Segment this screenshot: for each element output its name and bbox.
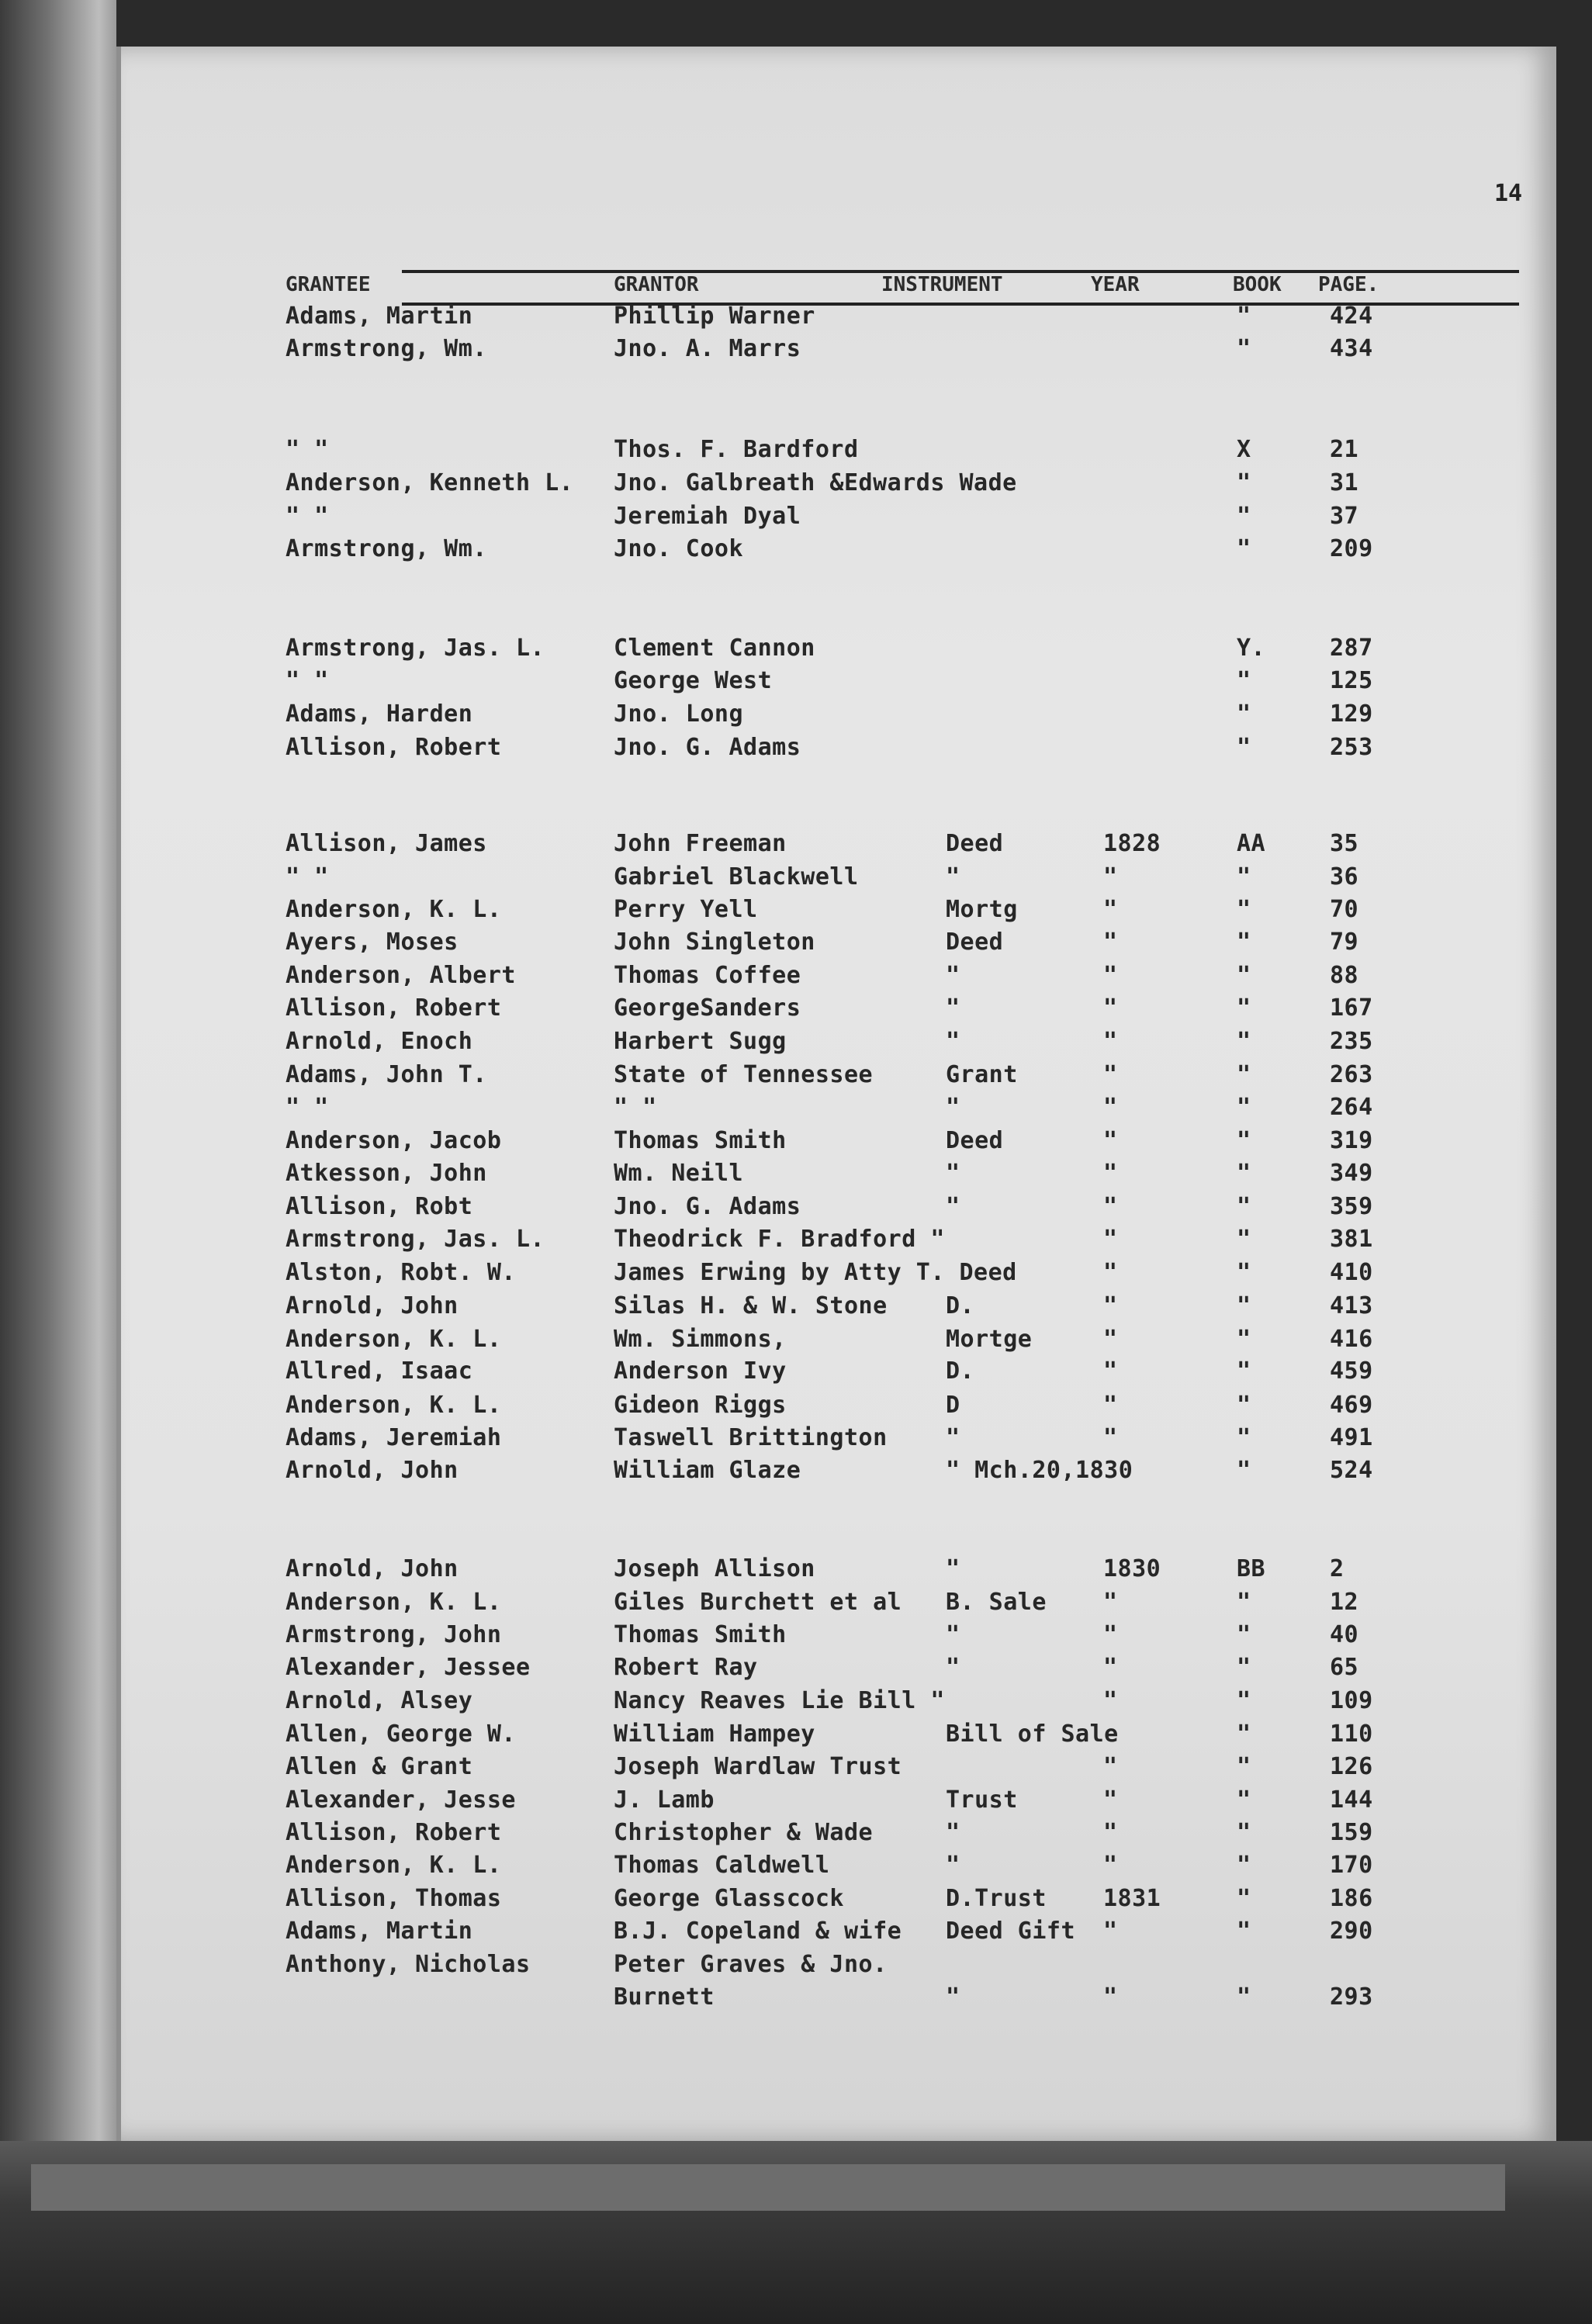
cell-grantee: Allen, George W. (286, 1721, 516, 1748)
cell-year: " (1103, 1753, 1118, 1780)
cell-year: " (1103, 1127, 1118, 1154)
cell-instrument: Deed (946, 1127, 1004, 1154)
cell-grantor: Anderson Ivy (614, 1357, 787, 1385)
cell-grantee: " " (286, 436, 329, 463)
cell-page: 109 (1330, 1687, 1373, 1714)
cell-grantee: Alexander, Jesse (286, 1786, 516, 1814)
cell-book: " (1237, 1983, 1251, 2011)
ledger-row (121, 635, 1556, 666)
cell-grantor: Giles Burchett et al (614, 1589, 902, 1616)
cell-page: 263 (1330, 1061, 1373, 1088)
cell-page: 416 (1330, 1326, 1373, 1353)
cell-page: 186 (1330, 1885, 1373, 1912)
ledger-row (121, 1259, 1556, 1290)
cell-book: " (1237, 1721, 1251, 1748)
cell-page: 410 (1330, 1259, 1373, 1286)
cell-instrument: " (946, 994, 960, 1022)
ledger-row (121, 1983, 1556, 2014)
cell-book: " (1237, 1852, 1251, 1879)
cell-book: " (1237, 863, 1251, 891)
cell-instrument: Deed Gift (946, 1918, 1076, 1945)
cell-grantee: Adams, Jeremiah (286, 1424, 502, 1451)
cell-page: 434 (1330, 335, 1373, 362)
cell-grantor: Gideon Riggs (614, 1392, 787, 1419)
cell-page: 21 (1330, 436, 1359, 463)
column-header-year: YEAR (1091, 273, 1140, 296)
cell-page: 126 (1330, 1753, 1373, 1780)
cell-grantee: Adams, Martin (286, 303, 473, 330)
cell-page: 424 (1330, 303, 1373, 330)
cell-page: 209 (1330, 535, 1373, 562)
ledger-row (121, 1885, 1556, 1916)
cell-grantee: Arnold, John (286, 1292, 459, 1319)
cell-year: 1831 (1103, 1885, 1161, 1912)
cell-book: " (1237, 1819, 1251, 1846)
ledger-row (121, 1127, 1556, 1158)
cell-instrument: " (946, 1819, 960, 1846)
column-header-page: PAGE. (1318, 273, 1379, 296)
cell-instrument: Grant (946, 1061, 1018, 1088)
cell-grantor: George Glasscock (614, 1885, 844, 1912)
cell-page: 129 (1330, 700, 1373, 728)
cell-instrument: Bill of Sale (946, 1721, 1119, 1748)
cell-page: 293 (1330, 1983, 1373, 2011)
cell-book: X (1237, 436, 1251, 463)
cell-page: 264 (1330, 1094, 1373, 1121)
cell-instrument: " (946, 1193, 960, 1220)
ledger-row (121, 503, 1556, 534)
cell-grantee: Allen & Grant (286, 1753, 473, 1780)
cell-page: 290 (1330, 1918, 1373, 1945)
cell-year: " (1103, 929, 1118, 956)
cell-page: 349 (1330, 1160, 1373, 1187)
cell-year: " (1103, 1292, 1118, 1319)
ledger-row (121, 436, 1556, 467)
cell-book: " (1237, 1326, 1251, 1353)
cell-grantee: Ayers, Moses (286, 929, 459, 956)
cell-page: 170 (1330, 1852, 1373, 1879)
cell-year: " (1103, 1259, 1118, 1286)
ledger-row (121, 1424, 1556, 1455)
cell-grantee: Allison, Robert (286, 1819, 502, 1846)
ledger-row (121, 830, 1556, 861)
cell-grantee: Arnold, John (286, 1555, 459, 1582)
cell-grantor: Wm. Simmons, (614, 1326, 787, 1353)
cell-grantee: Allison, Robt (286, 1193, 473, 1220)
cell-grantor: Thomas Smith (614, 1621, 787, 1648)
column-header-grantor: GRANTOR (614, 273, 699, 296)
cell-grantor: Wm. Neill (614, 1160, 744, 1187)
cell-page: 65 (1330, 1654, 1359, 1681)
cell-grantee: Arnold, Enoch (286, 1028, 473, 1055)
cell-grantor: John Singleton (614, 929, 815, 956)
ledger-row (121, 1061, 1556, 1092)
ledger-row (121, 1457, 1556, 1488)
cell-grantor: State of Tennessee (614, 1061, 874, 1088)
ledger-row (121, 700, 1556, 731)
cell-page: 88 (1330, 962, 1359, 989)
cell-book: BB (1237, 1555, 1266, 1582)
cell-year: 1828 (1103, 830, 1161, 857)
cell-page: 524 (1330, 1457, 1373, 1484)
cell-grantor: Peter Graves & Jno. (614, 1951, 888, 1978)
cell-page: 144 (1330, 1786, 1373, 1814)
cell-year: " (1103, 1852, 1118, 1879)
cell-instrument: " (946, 1555, 960, 1582)
cell-grantee: Anthony, Nicholas (286, 1951, 531, 1978)
cell-instrument: " (946, 1160, 960, 1187)
ledger-row (121, 1621, 1556, 1652)
cell-page: 40 (1330, 1621, 1359, 1648)
cell-grantee: Allison, Robert (286, 994, 502, 1022)
cell-grantor: Jno. G. Adams (614, 734, 801, 761)
cell-year: " (1103, 962, 1118, 989)
cell-grantor: Silas H. & W. Stone (614, 1292, 888, 1319)
ledger-row (121, 469, 1556, 500)
cell-page: 159 (1330, 1819, 1373, 1846)
cell-grantee: Allred, Isaac (286, 1357, 473, 1385)
cell-page: 12 (1330, 1589, 1359, 1616)
cell-instrument: Trust (946, 1786, 1018, 1814)
cell-book: " (1237, 1654, 1251, 1681)
cell-instrument: " (946, 1094, 960, 1121)
cell-instrument: " (946, 962, 960, 989)
cell-book: " (1237, 469, 1251, 496)
cell-book: " (1237, 1357, 1251, 1385)
cell-grantor: GeorgeSanders (614, 994, 801, 1022)
cell-grantor: Phillip Warner (614, 303, 815, 330)
ledger-row (121, 1951, 1556, 1982)
cell-grantee: " " (286, 667, 329, 694)
cell-instrument: D.Trust (946, 1885, 1047, 1912)
cell-grantee: Arnold, Alsey (286, 1687, 473, 1714)
ledger-row (121, 1654, 1556, 1685)
cell-grantor: Thomas Coffee (614, 962, 801, 989)
cell-instrument: " (946, 1424, 960, 1451)
cell-grantee: Anderson, K. L. (286, 1589, 502, 1616)
cell-page: 319 (1330, 1127, 1373, 1154)
cell-page: 359 (1330, 1193, 1373, 1220)
cell-year: " (1103, 1193, 1118, 1220)
cell-book: " (1237, 1028, 1251, 1055)
cell-book: " (1237, 1226, 1251, 1253)
cell-grantor: B.J. Copeland & wife (614, 1918, 902, 1945)
cell-grantee: " " (286, 503, 329, 530)
cell-instrument: Deed (946, 830, 1004, 857)
cell-book: " (1237, 1160, 1251, 1187)
cell-year: " (1103, 863, 1118, 891)
column-header-grantee: GRANTEE (286, 273, 371, 296)
cell-grantor: Jno. G. Adams (614, 1193, 801, 1220)
cell-book: " (1237, 1687, 1251, 1714)
ledger-row (121, 1753, 1556, 1784)
ledger-row (121, 1918, 1556, 1949)
cell-page: 36 (1330, 863, 1359, 891)
cell-grantor: Joseph Wardlaw Trust (614, 1753, 902, 1780)
cell-grantee: Anderson, Albert (286, 962, 516, 989)
cell-book: " (1237, 1259, 1251, 1286)
cell-page: 31 (1330, 469, 1359, 496)
ledger-row (121, 1292, 1556, 1323)
cell-page: 491 (1330, 1424, 1373, 1451)
ledger-row (121, 962, 1556, 993)
cell-grantee: Adams, John T. (286, 1061, 487, 1088)
cell-book: " (1237, 1094, 1251, 1121)
cell-year: " (1103, 1819, 1118, 1846)
cell-page: 167 (1330, 994, 1373, 1022)
cell-page: 2 (1330, 1555, 1345, 1582)
cell-book: " (1237, 1392, 1251, 1419)
cell-grantee: Armstrong, Wm. (286, 335, 487, 362)
cell-grantee: Alexander, Jessee (286, 1654, 531, 1681)
ledger-row (121, 896, 1556, 927)
cell-book: " (1237, 1193, 1251, 1220)
cell-grantee: Anderson, K. L. (286, 896, 502, 923)
ledger-row (121, 1392, 1556, 1423)
cell-book: " (1237, 1753, 1251, 1780)
cell-book: " (1237, 303, 1251, 330)
cell-book: AA (1237, 830, 1266, 857)
cell-grantee: Anderson, K. L. (286, 1852, 502, 1879)
ledger-row (121, 1589, 1556, 1620)
cell-year: " (1103, 1918, 1118, 1945)
ledger-row (121, 303, 1556, 334)
ledger-row (121, 667, 1556, 698)
column-header-instrument: INSTRUMENT (881, 273, 1003, 296)
cell-instrument: " (946, 1983, 960, 2011)
ledger-row (121, 535, 1556, 566)
cell-book: " (1237, 1292, 1251, 1319)
cell-book: " (1237, 734, 1251, 761)
cell-year: " (1103, 1621, 1118, 1648)
cell-page: 287 (1330, 635, 1373, 662)
cell-book: " (1237, 1127, 1251, 1154)
cell-instrument: Deed (946, 929, 1004, 956)
cell-book: " (1237, 535, 1251, 562)
cell-instrument: D (946, 1392, 960, 1419)
cell-page: 459 (1330, 1357, 1373, 1385)
ledger-row (121, 335, 1556, 366)
cell-year: " (1103, 896, 1118, 923)
cell-grantee: Arnold, John (286, 1457, 459, 1484)
cell-page: 110 (1330, 1721, 1373, 1748)
cell-book: " (1237, 994, 1251, 1022)
cell-book: " (1237, 667, 1251, 694)
cell-instrument: " (946, 1028, 960, 1055)
cell-year: " (1103, 1357, 1118, 1385)
cell-page: 37 (1330, 503, 1359, 530)
cell-year: " (1103, 1392, 1118, 1419)
cell-year: " (1103, 1424, 1118, 1451)
cell-book: " (1237, 700, 1251, 728)
cell-grantor: Gabriel Blackwell (614, 863, 859, 891)
ledger-row (121, 994, 1556, 1025)
cell-grantee: Atkesson, John (286, 1160, 487, 1187)
cell-book: " (1237, 1061, 1251, 1088)
cell-grantee: Adams, Martin (286, 1918, 473, 1945)
cell-grantee: Armstrong, John (286, 1621, 502, 1648)
ledger-row (121, 1819, 1556, 1850)
cell-year: " (1103, 1028, 1118, 1055)
ledger-row (121, 929, 1556, 960)
cell-instrument: D. (946, 1292, 975, 1319)
cell-page: 253 (1330, 734, 1373, 761)
cell-grantee: Anderson, Kenneth L. (286, 469, 574, 496)
cell-page: 469 (1330, 1392, 1373, 1419)
cell-book: " (1237, 896, 1251, 923)
cell-year: " (1103, 1786, 1118, 1814)
cell-year: 1830 (1103, 1555, 1161, 1582)
cell-year: " (1103, 1983, 1118, 2011)
cell-instrument: " Mch.20,1830 (946, 1457, 1133, 1484)
ledger-row (121, 1852, 1556, 1883)
cell-grantee: " " (286, 1094, 329, 1121)
cell-grantor: Clement Cannon (614, 635, 815, 662)
cell-book: " (1237, 503, 1251, 530)
ledger-row (121, 1687, 1556, 1718)
ledger-row (121, 863, 1556, 894)
cell-grantee: Alston, Robt. W. (286, 1259, 516, 1286)
cell-grantor: " " (614, 1094, 657, 1121)
ledger-row (121, 734, 1556, 765)
column-header-book: BOOK (1233, 273, 1282, 296)
cell-year: " (1103, 994, 1118, 1022)
ledger-row (121, 1326, 1556, 1357)
cell-grantor: Thomas Caldwell (614, 1852, 830, 1879)
cell-instrument: " (946, 1852, 960, 1879)
cell-book: " (1237, 1424, 1251, 1451)
cell-book: " (1237, 1457, 1251, 1484)
cell-year: " (1103, 1160, 1118, 1187)
cell-page: 70 (1330, 896, 1359, 923)
ledger-row (121, 1028, 1556, 1059)
book-binding (0, 0, 116, 2324)
cell-grantor: Thos. F. Bardford (614, 436, 859, 463)
cell-book: " (1237, 1786, 1251, 1814)
page-number: 14 (1494, 180, 1523, 207)
cell-grantor: Christopher & Wade (614, 1819, 874, 1846)
cell-grantor: Perry Yell (614, 896, 758, 923)
cell-grantor: James Erwing by Atty T. Deed (614, 1259, 1017, 1286)
cell-grantor: Taswell Brittington (614, 1424, 888, 1451)
cell-grantor: Harbert Sugg (614, 1028, 787, 1055)
cell-grantee: Allison, James (286, 830, 487, 857)
cell-grantee: Armstrong, Jas. L. (286, 635, 545, 662)
cell-page: 413 (1330, 1292, 1373, 1319)
cell-grantor: George West (614, 667, 773, 694)
cell-grantor: Joseph Allison (614, 1555, 815, 1582)
ledger-row (121, 1721, 1556, 1752)
cell-book: " (1237, 1918, 1251, 1945)
cell-grantor: Jno. Cook (614, 535, 744, 562)
cell-year: " (1103, 1654, 1118, 1681)
cell-book: " (1237, 1885, 1251, 1912)
ledger-row (121, 1094, 1556, 1125)
ledger-row (121, 1193, 1556, 1224)
cell-grantor: Thomas Smith (614, 1127, 787, 1154)
ledger-row (121, 1226, 1556, 1257)
cell-grantor: John Freeman (614, 830, 787, 857)
ledger-row (121, 1160, 1556, 1191)
cell-grantor: Nancy Reaves Lie Bill " (614, 1687, 945, 1714)
cell-grantee: Armstrong, Wm. (286, 535, 487, 562)
cell-grantor: J. Lamb (614, 1786, 715, 1814)
cell-year: " (1103, 1061, 1118, 1088)
cell-book: " (1237, 1621, 1251, 1648)
cell-book: " (1237, 929, 1251, 956)
cell-grantee: Allison, Thomas (286, 1885, 502, 1912)
cell-grantor: Burnett (614, 1983, 715, 2011)
cell-book: " (1237, 962, 1251, 989)
cell-grantee: Anderson, K. L. (286, 1392, 502, 1419)
cell-grantee: Allison, Robert (286, 734, 502, 761)
cell-instrument: B. Sale (946, 1589, 1047, 1616)
cell-grantee: Anderson, Jacob (286, 1127, 502, 1154)
cell-page: 381 (1330, 1226, 1373, 1253)
cell-year: " (1103, 1094, 1118, 1121)
cell-instrument: " (946, 1621, 960, 1648)
ledger-row (121, 1555, 1556, 1586)
cell-book: " (1237, 335, 1251, 362)
cell-year: " (1103, 1589, 1118, 1616)
ledger-row (121, 1357, 1556, 1389)
cell-grantor: Robert Ray (614, 1654, 758, 1681)
cell-book: Y. (1237, 635, 1266, 662)
cell-page: 35 (1330, 830, 1359, 857)
ledger-row (121, 1786, 1556, 1817)
cell-grantor: Jno. Galbreath &Edwards Wade (614, 469, 1017, 496)
cell-page: 79 (1330, 929, 1359, 956)
cell-instrument: Mortg (946, 896, 1018, 923)
cell-instrument: D. (946, 1357, 975, 1385)
cell-year: " (1103, 1326, 1118, 1353)
cell-grantor: Jeremiah Dyal (614, 503, 801, 530)
cell-page: 235 (1330, 1028, 1373, 1055)
cell-grantor: William Glaze (614, 1457, 801, 1484)
cell-grantor: Jno. A. Marrs (614, 335, 801, 362)
cell-year: " (1103, 1226, 1118, 1253)
cell-instrument: Mortge (946, 1326, 1033, 1353)
cell-grantor: Jno. Long (614, 700, 744, 728)
cell-grantee: Adams, Harden (286, 700, 473, 728)
cell-grantee: Armstrong, Jas. L. (286, 1226, 545, 1253)
cell-book: " (1237, 1589, 1251, 1616)
cell-year: " (1103, 1687, 1118, 1714)
cell-instrument: " (946, 863, 960, 891)
cell-instrument: " (946, 1654, 960, 1681)
cell-grantee: " " (286, 863, 329, 891)
cell-grantee: Anderson, K. L. (286, 1326, 502, 1353)
cell-grantor: William Hampey (614, 1721, 815, 1748)
cell-page: 125 (1330, 667, 1373, 694)
underlying-page-edge (31, 2164, 1505, 2211)
scan-bottom-edge (0, 2141, 1592, 2324)
cell-grantor: Theodrick F. Bradford " (614, 1226, 945, 1253)
ledger-page (116, 47, 1556, 2141)
